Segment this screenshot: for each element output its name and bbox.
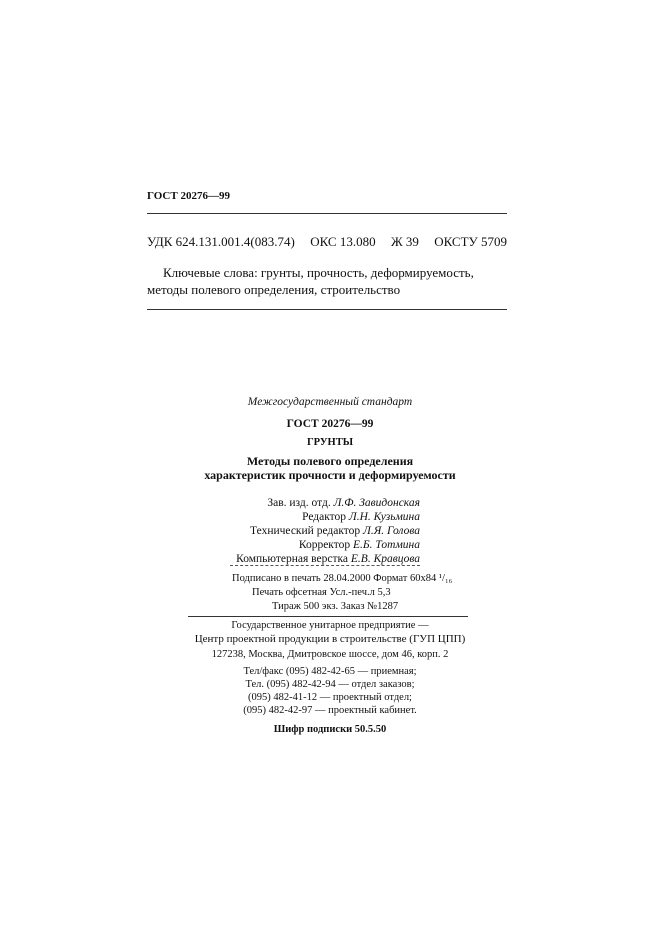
divider-keywords xyxy=(147,309,507,310)
credit-line xyxy=(220,524,420,538)
credits-block xyxy=(220,496,420,566)
publisher-line1: Государственное унитарное предприятие — xyxy=(231,620,429,631)
credit-name: Е.Б. Тотмина xyxy=(352,539,420,551)
keywords: Ключевые слова: грунты, прочность, деформируемость, методы полевого определения, строительство xyxy=(147,265,474,297)
divider-credits xyxy=(230,565,420,566)
udk-code: УДК 624.131.001.4(083.74) xyxy=(147,234,295,249)
imprint-subject: ГРУНТЫ xyxy=(306,437,354,448)
credit-role: Зав. изд. отд. xyxy=(267,497,331,509)
publisher-address: 127238, Москва, Дмитровское шоссе, дом 46, корп. 2 xyxy=(211,649,449,660)
credit-line xyxy=(220,552,420,566)
standard-type: Межгосударственный стандарт xyxy=(247,396,413,408)
divider-top xyxy=(147,213,507,214)
publisher-line2: Центр проектной продукции в строительстве (ГУП ЦПП) xyxy=(194,633,466,645)
credit-role: Компьютерная верстка xyxy=(236,553,349,565)
credit-name: Л.Н. Кузьмина xyxy=(348,511,420,523)
credit-line xyxy=(220,538,420,552)
print-info-line3: Тираж 500 экз. Заказ №1287 xyxy=(272,601,399,612)
publisher-phone4: (095) 482-42-97 — проектный кабинет. xyxy=(243,705,417,716)
classification-row xyxy=(147,234,507,250)
imprint-title-line2: характеристик прочности и деформируемости xyxy=(204,468,456,482)
imprint-gost-code: ГОСТ 20276—99 xyxy=(286,418,374,430)
okstu-code: ОКСТУ 5709 xyxy=(434,234,507,249)
print-info-line2: Печать офсетная Усл.-печ.л 5,3 xyxy=(252,587,391,598)
print-info-line1: Подписано в печать 28.04.2000 Формат 60х84 ¹/₁₆ xyxy=(232,573,453,584)
credit-role: Редактор xyxy=(302,511,347,523)
credit-role: Корректор xyxy=(298,539,351,551)
credit-name: Л.Ф. Завидонская xyxy=(333,497,420,509)
imprint-title-line1: Методы полевого определения xyxy=(246,454,414,468)
publisher-phone3: (095) 482-41-12 — проектный отдел; xyxy=(248,692,412,703)
oks-code: ОКС 13.080 xyxy=(310,234,376,249)
credit-line xyxy=(220,510,420,524)
publisher-phone1: Тел/факс (095) 482-42-65 — приемная; xyxy=(243,666,417,677)
publisher-phone2: Тел. (095) 482-42-94 — отдел заказов; xyxy=(245,679,415,690)
zh-code: Ж 39 xyxy=(390,234,419,249)
divider-print xyxy=(188,616,468,617)
credit-name: Л.Я. Голова xyxy=(363,525,420,537)
subscription-code: Шифр подписки 50.5.50 xyxy=(273,724,387,735)
credit-name: Е.В. Кравцова xyxy=(350,553,420,565)
credit-line xyxy=(220,496,420,510)
page-header-gost-code: ГОСТ 20276—99 xyxy=(147,190,230,202)
credit-role: Технический редактор xyxy=(250,525,361,537)
